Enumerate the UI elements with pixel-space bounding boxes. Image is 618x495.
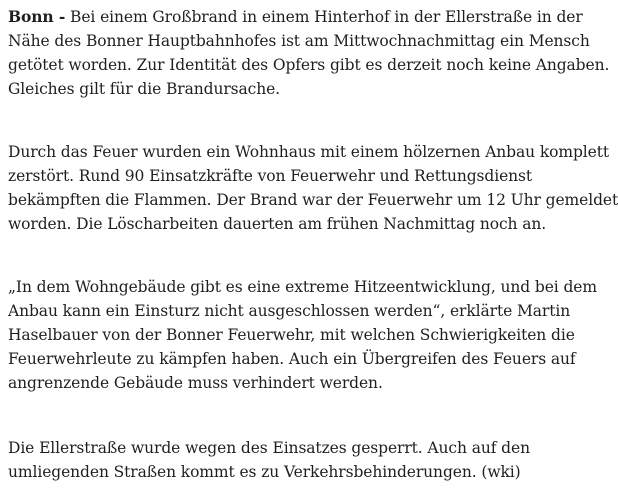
paragraph-1-line-4: Gleiches gilt für die Brandursache. [8,80,281,98]
paragraph-4-line-1: Die Ellerstraße wurde wegen des Einsatzes gesperrt. Auch auf den [8,439,530,457]
article-paragraph-4 [8,436,546,484]
paragraph-2-line-2: zerstört. Rund 90 Einsatzkräfte von Feuerwehr und Rettungsdienst [8,167,533,185]
article-paragraph-1 [8,5,610,101]
paragraph-1-line-1-text: Bei einem Großbrand in einem Hinterhof in der Ellerstraße in der [65,8,583,26]
paragraph-3-line-1: „In dem Wohngebäude gibt es eine extreme Hitzeentwicklung, und bei dem [8,278,597,296]
paragraph-3-line-5: angrenzende Gebäude muss verhindert werden. [8,374,383,392]
paragraph-2-line-3: bekämpften die Flammen. Der Brand war der Feuerwehr um 12 Uhr gemeldet [8,191,618,209]
article-paragraph-2 [8,140,618,236]
paragraph-3-line-2: Anbau kann ein Einsturz nicht ausgeschlossen werden“, erklärte Martin [8,302,571,320]
paragraph-1-line-2: Nähe des Bonner Hauptbahnhofes ist am Mittwochnachmittag ein Mensch [8,32,590,50]
paragraph-3-line-3: Haselbauer von der Bonner Feuerwehr, mit welchen Schwierigkeiten die [8,326,575,344]
paragraph-1-line-3: getötet worden. Zur Identität des Opfers gibt es derzeit noch keine Angaben. [8,56,610,74]
paragraph-1-line-1 [8,5,583,29]
paragraph-2-line-4: worden. Die Löscharbeiten dauerten am frühen Nachmittag noch an. [8,215,547,233]
dateline: Bonn - [8,7,66,26]
paragraph-2-line-1: Durch das Feuer wurden ein Wohnhaus mit einem hölzernen Anbau komplett [8,143,609,161]
paragraph-3-line-4: Feuerwehrleute zu kämpfen haben. Auch ein Übergreifen des Feuers auf [8,350,576,368]
article-paragraph-3 [8,275,597,395]
paragraph-4-line-2: umliegenden Straßen kommt es zu Verkehrsbehinderungen. (wki) [8,463,521,481]
